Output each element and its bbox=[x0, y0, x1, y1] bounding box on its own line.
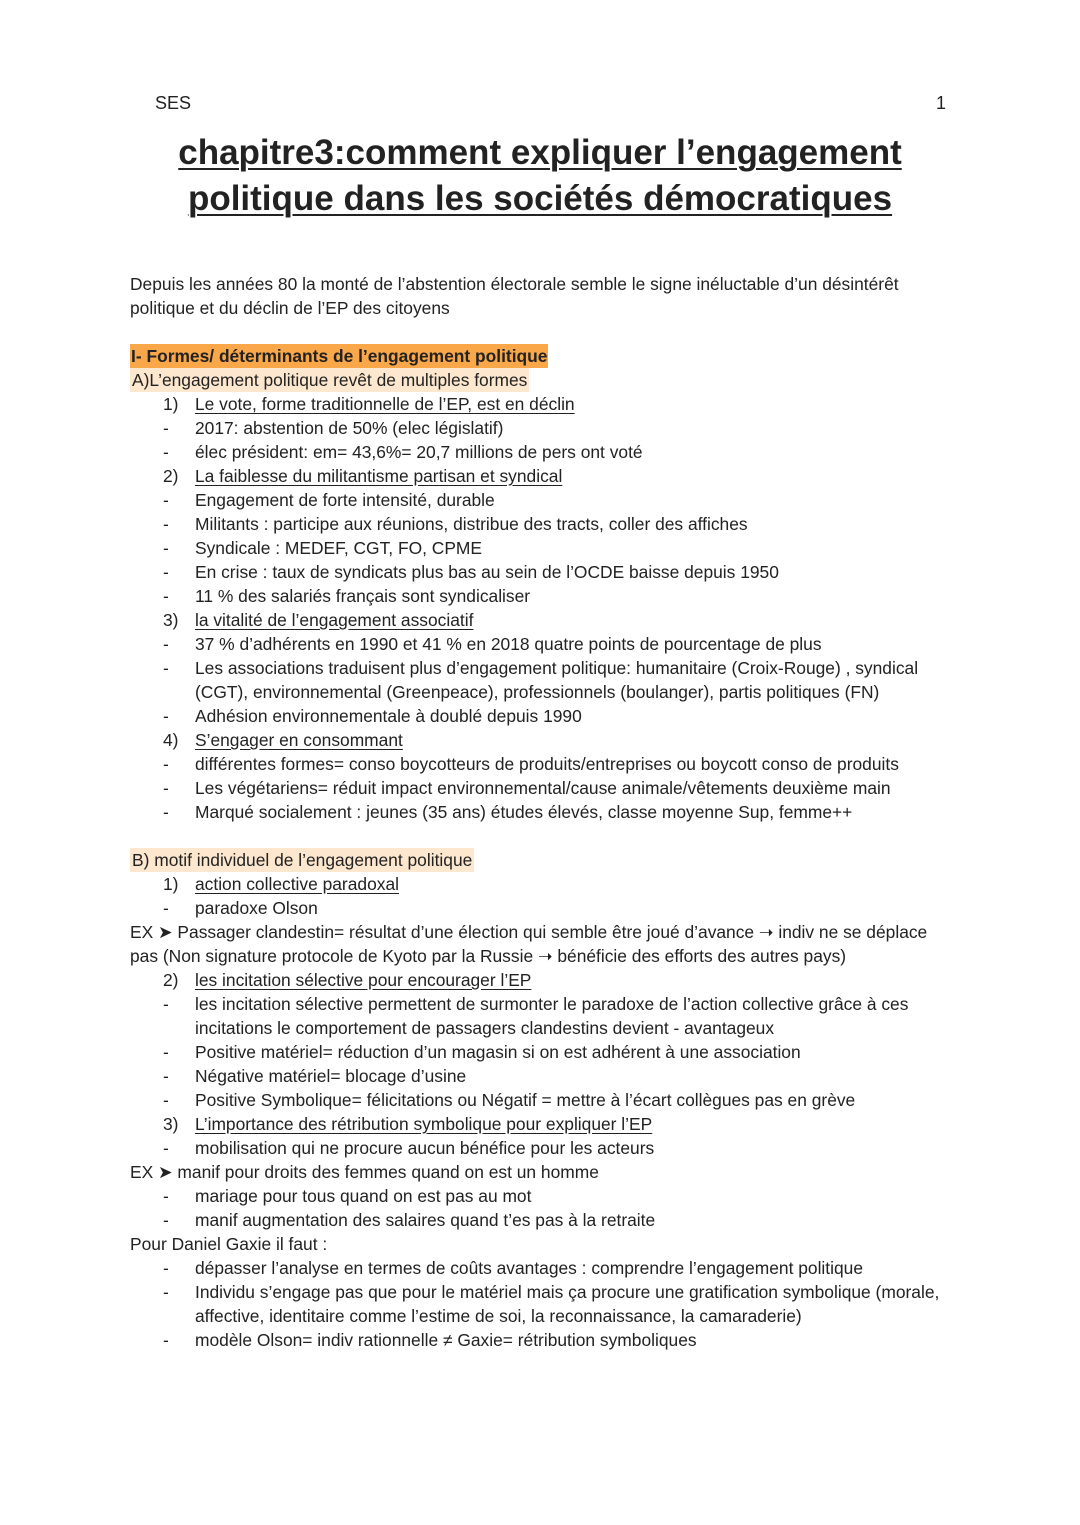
list-item: 3) la vitalité de l’engagement associatif bbox=[163, 610, 474, 630]
list-item: 2) les incitation sélective pour encourager l’EP bbox=[163, 970, 532, 990]
list-item: 4) S’engager en consommant bbox=[163, 730, 403, 750]
bullet-point: - Engagement de forte intensité, durable bbox=[163, 490, 495, 510]
subsection-a-title: A)L’engagement politique revêt de multiples formes bbox=[132, 370, 528, 390]
page-title bbox=[0, 130, 1080, 222]
intro-paragraph: Depuis les années 80 la monté de l’abstention électorale semble le signe inéluctable d’un désintérêt politique et du déclin de l’EP des citoyens bbox=[130, 274, 899, 318]
list-item: 3) L’importance des rétribution symbolique pour expliquer l’EP bbox=[163, 1114, 653, 1134]
bullet-point: - Les associations traduisent plus d’engagement politique: humanitaire (Croix-Rouge) , syndical (CGT), environnemental (Greenpeace), professionnels (boulanger), partis politiques (FN) bbox=[163, 658, 919, 702]
title-line-1: chapitre3:comment expliquer l’engagement bbox=[178, 133, 902, 172]
gaxie-intro: Pour Daniel Gaxie il faut : bbox=[130, 1234, 328, 1254]
bullet-point: - 11 % des salariés français sont syndicaliser bbox=[163, 586, 531, 606]
bullet-point: - élec président: em= 43,6%= 20,7 millions de pers ont voté bbox=[163, 442, 643, 462]
bullet-point: - Positive matériel= réduction d’un magasin si on est adhérent à une association bbox=[163, 1042, 801, 1062]
bullet-point: - manif augmentation des salaires quand t’es pas à la retraite bbox=[163, 1210, 656, 1230]
example-line: EX ➤ manif pour droits des femmes quand on est un homme bbox=[130, 1162, 599, 1182]
bullet-point: - mariage pour tous quand on est pas au mot bbox=[163, 1186, 532, 1206]
list-item: 2) La faiblesse du militantisme partisan et syndical bbox=[163, 466, 563, 486]
bullet-point: - différentes formes= conso boycotteurs de produits/entreprises ou boycott conso de produits bbox=[163, 754, 899, 774]
bullet-point: - Adhésion environnementale à doublé depuis 1990 bbox=[163, 706, 582, 726]
bullet-point: - Militants : participe aux réunions, distribue des tracts, coller des affiches bbox=[163, 514, 748, 534]
bullet-point: - Marqué socialement : jeunes (35 ans) études élevés, classe moyenne Sup, femme++ bbox=[163, 802, 853, 822]
list-item: 1) action collective paradoxal bbox=[163, 874, 399, 894]
bullet-point: - mobilisation qui ne procure aucun bénéfice pour les acteurs bbox=[163, 1138, 655, 1158]
subject-header: SES bbox=[155, 93, 192, 113]
section-title: I- Formes/ déterminants de l’engagement politique bbox=[131, 346, 548, 366]
bullet-point: - Les végétariens= réduit impact environnemental/cause animale/vêtements deuxième main bbox=[163, 778, 891, 798]
bullet-point: - Individu s’engage pas que pour le matériel mais ça procure une gratification symbolique (morale, affective, identitaire comme l’estime de soi, la reconnaissance, la camaraderie) bbox=[163, 1282, 940, 1326]
bullet-point: - Positive Symbolique= félicitations ou Négatif = mettre à l’écart collègues pas en grève bbox=[163, 1090, 856, 1110]
bullet-point: - paradoxe Olson bbox=[163, 898, 318, 918]
bullet-point: - dépasser l’analyse en termes de coûts avantages : comprendre l’engagement politique bbox=[163, 1258, 864, 1278]
bullet-point: - les incitation sélective permettent de surmonter le paradoxe de l’action collective grâce à ces incitations le comportement de passagers clandestins devient - avantageux bbox=[163, 994, 909, 1038]
page-number: 1 bbox=[936, 93, 947, 113]
example-paragraph: EX ➤ Passager clandestin= résultat d’une élection qui semble être joué d’avance ➝ indiv ne se déplace pas (Non signature protocole de Kyoto par la Russie ➝ bénéficie des efforts des autres pays) bbox=[130, 922, 928, 966]
document-body bbox=[130, 272, 960, 1352]
bullet-point: - 2017: abstention de 50% (elec législatif) bbox=[163, 418, 504, 438]
list-item: 1) Le vote, forme traditionnelle de l’EP, est en déclin bbox=[163, 394, 575, 414]
bullet-point: - En crise : taux de syndicats plus bas au sein de l’OCDE baisse depuis 1950 bbox=[163, 562, 779, 582]
bullet-point: - Négative matériel= blocage d’usine bbox=[163, 1066, 467, 1086]
bullet-point: - modèle Olson= indiv rationnelle ≠ Gaxie= rétribution symboliques bbox=[163, 1330, 697, 1350]
title-line-2: politique dans les sociétés démocratiques bbox=[187, 179, 893, 218]
subsection-b-title: B) motif individuel de l’engagement politique bbox=[132, 850, 473, 870]
bullet-point: - Syndicale : MEDEF, CGT, FO, CPME bbox=[163, 538, 483, 558]
bullet-point: - 37 % d’adhérents en 1990 et 41 % en 2018 quatre points de pourcentage de plus bbox=[163, 634, 822, 654]
